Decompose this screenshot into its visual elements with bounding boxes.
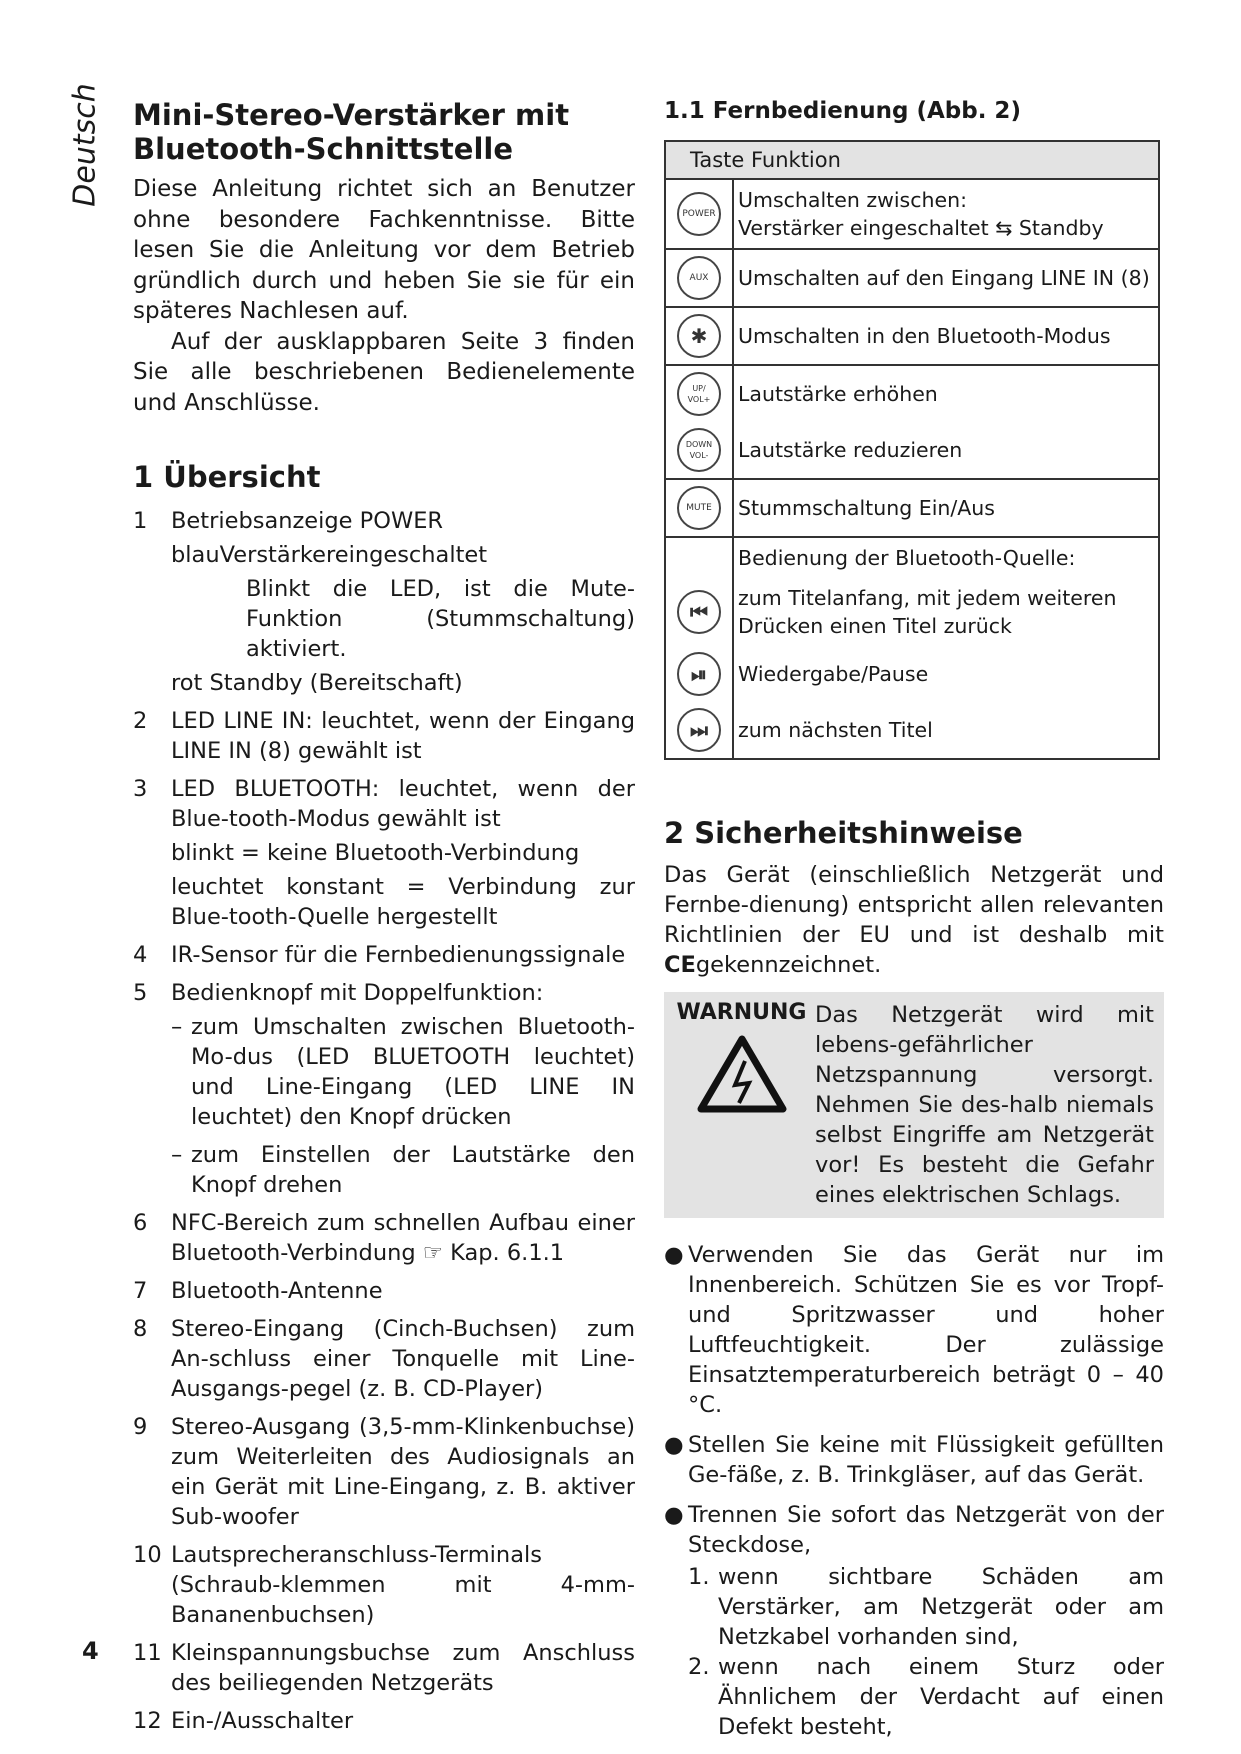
table-row: AUX Umschalten auf den Eingang LINE IN (8) — [665, 249, 1159, 307]
item3-blink: blinkt = keine Bluetooth-Verbindung — [171, 840, 580, 866]
list-item: 10 Lautsprecheranschluss-Terminals (Schraub-klemmen mit 4-mm-Bananenbuchsen) — [133, 1542, 635, 1628]
remote-heading: 1.1 Fernbedienung (Abb. 2) — [664, 98, 1021, 124]
list-item: ● Trennen Sie sofort das Netzgerät von der Steckdose, 1. wenn sichtbare Schäden am Verstärker, am Netzgerät oder am Netzkabel vorhanden sind, 2. wenn nach einem Sturz oder Ähnlichem der Verdacht auf einen Defekt besteht, — [664, 1502, 1164, 1740]
table-row: POWER Umschalten zwischen: Verstärker eingeschaltet ⇆ Standby — [665, 179, 1159, 249]
table-row: DOWN VOL- Lautstärke reduzieren — [665, 422, 1159, 479]
item5-dash-1: – zum Umschalten zwischen Bluetooth-Mo-dus (LED BLUETOOTH leuchtet) und Line-Eingang (LED LINE IN leuchtet) den Knopf drücken — [171, 1014, 635, 1130]
list-item: 1. wenn sichtbare Schäden am Verstärker, am Netzgerät oder am Netzkabel vorhanden sind, — [688, 1564, 1164, 1650]
table-header: Taste Funktion — [665, 141, 1159, 179]
item1-red: rot Standby (Bereitschaft) — [171, 670, 463, 696]
right-column — [664, 98, 1164, 1752]
list-item: 3 LED BLUETOOTH: leuchtet, wenn der Blue-tooth-Modus gewählt ist blinkt = keine Bluetooth-Verbindung leuchtet konstant = Verbindung zur Blue-tooth-Quelle hergestellt — [133, 776, 635, 930]
next-track-button-icon: ⏭ — [677, 708, 721, 752]
table-row: ✱ Umschalten in den Bluetooth-Modus — [665, 307, 1159, 365]
list-item: ● Verwenden Sie das Gerät nur im Innenbereich. Schützen Sie es vor Tropf- und Spritzwasser und hoher Luftfeuchtigkeit. Der zulässige Einsatztemperaturbereich beträgt 0 – 40 °C. — [664, 1242, 1164, 1418]
intro-paragraph: Diese Anleitung richtet sich an Benutzer ohne besondere Fachkenntnisse. Bitte lesen Sie die Anleitung vor dem Betrieb gründlich durch und heben Sie sie für ein späteres Nachlesen auf. — [133, 176, 635, 324]
previous-track-button-icon: ⏮ — [677, 590, 721, 634]
list-item: 2. wenn nach einem Sturz oder Ähnlichem der Verdacht auf einen Defekt besteht, — [688, 1654, 1164, 1740]
power-button-icon: POWER — [677, 192, 721, 236]
bluetooth-button-icon: ✱ — [677, 314, 721, 358]
list-item: 8 Stereo-Eingang (Cinch-Buchsen) zum An-schluss einer Tonquelle mit Line-Ausgangs-pegel (z. B. CD-Player) — [133, 1316, 635, 1402]
document-title: Mini-Stereo-Verstärker mit Bluetooth-Schnittstelle — [133, 98, 570, 166]
table-row: MUTE Stummschaltung Ein/Aus — [665, 479, 1159, 537]
list-item: 1 Betriebsanzeige POWER blauVerstärkereingeschaltet Blinkt die LED, ist die Mute-Funktion (Stummschaltung) aktiviert. rot Standby (Bereitschaft) — [133, 508, 635, 696]
list-item: 6 NFC-Bereich zum schnellen Aufbau einer Bluetooth-Verbindung ☞ Kap. 6.1.1 — [133, 1210, 635, 1266]
table-row: Bedienung der Bluetooth-Quelle: — [665, 537, 1159, 578]
ce-mark-icon: CE — [664, 952, 696, 978]
list-item: 12 Ein-/Ausschalter — [133, 1708, 354, 1734]
play-pause-button-icon: ⏯ — [677, 652, 721, 696]
warning-triangle-icon — [697, 1033, 787, 1113]
list-item: 7 Bluetooth-Antenne — [133, 1278, 383, 1304]
table-row: UP/ VOL+ Lautstärke erhöhen — [665, 365, 1159, 422]
warning-text: Das Netzgerät wird mit lebens-gefährlicher Netzspannung versorgt. Nehmen Sie des-halb niemals selbst Eingriffe am Netzgerät vor! Es besteht die Gefahr eines elektrischen Schlags. — [815, 1002, 1154, 1208]
overview-heading: 1 Übersicht — [133, 460, 321, 494]
list-item: ● Stellen Sie keine mit Flüssigkeit gefüllten Ge-fäße, z. B. Trinkgläser, auf das Gerät. — [664, 1432, 1164, 1488]
aux-button-icon: AUX — [677, 256, 721, 300]
warning-label: WARNUNG — [676, 1000, 807, 1025]
safety-intro: Das Gerät (einschließlich Netzgerät und Fernbe-dienung) entspricht allen relevanten Richtlinien der EU und ist deshalb mit CEgekennzeichnet. — [664, 862, 1164, 978]
volume-up-button-icon: UP/ VOL+ — [677, 372, 721, 416]
table-row: ⏯ Wiedergabe/Pause — [665, 646, 1159, 702]
table-row: ⏮ zum Titelanfang, mit jedem weiteren Drücken einen Titel zurück — [665, 578, 1159, 646]
intro-paragraph-2: Auf der ausklappbaren Seite 3 finden Sie alle beschriebenen Bedienelemente und Anschlüsse. — [133, 328, 635, 416]
remote-table — [664, 140, 1160, 760]
list-item: 11 Kleinspannungsbuchse zum Anschluss des beiliegenden Netzgeräts — [133, 1640, 635, 1696]
list-item: 5 Bedienknopf mit Doppelfunktion: – zum Umschalten zwischen Bluetooth-Mo-dus (LED BLUETOOTH leuchtet) und Line-Eingang (LED LINE IN leuchtet) den Knopf drücken – zum Einstellen der Lautstärke den Knopf drehen — [133, 980, 635, 1198]
list-item: 2 LED LINE IN: leuchtet, wenn der Eingang LINE IN (8) gewählt ist — [133, 708, 635, 764]
volume-down-button-icon: DOWN VOL- — [677, 428, 721, 472]
list-item: 4 IR-Sensor für die Fernbedienungssignale — [133, 942, 626, 968]
table-row: ⏭ zum nächsten Titel — [665, 702, 1159, 759]
item1-blink: Blinkt die LED, ist die Mute-Funktion (Stummschaltung) aktiviert. — [246, 576, 635, 662]
item5-dash-2: – zum Einstellen der Lautstärke den Knopf drehen — [171, 1142, 635, 1198]
list-item: 9 Stereo-Ausgang (3,5-mm-Klinkenbuchse) zum Weiterleiten des Audiosignals an ein Gerät mit Line-Eingang, z. B. aktiver Sub-woofer — [133, 1414, 635, 1530]
page-number: 4 — [82, 1637, 99, 1665]
safety-heading: 2 Sicherheitshinweise — [664, 816, 1023, 850]
warning-box — [664, 992, 1164, 1218]
language-side-label: Deutsch — [67, 83, 103, 207]
mute-button-icon: MUTE — [677, 486, 721, 530]
left-column — [133, 98, 635, 1744]
item1-blue: blauVerstärkereingeschaltet — [171, 542, 488, 568]
overview-list — [133, 506, 635, 1736]
item3-const: leuchtet konstant = Verbindung zur Blue-tooth-Quelle hergestellt — [171, 874, 635, 930]
safety-bullets — [664, 1240, 1164, 1742]
safety-sublist — [688, 1562, 1164, 1742]
